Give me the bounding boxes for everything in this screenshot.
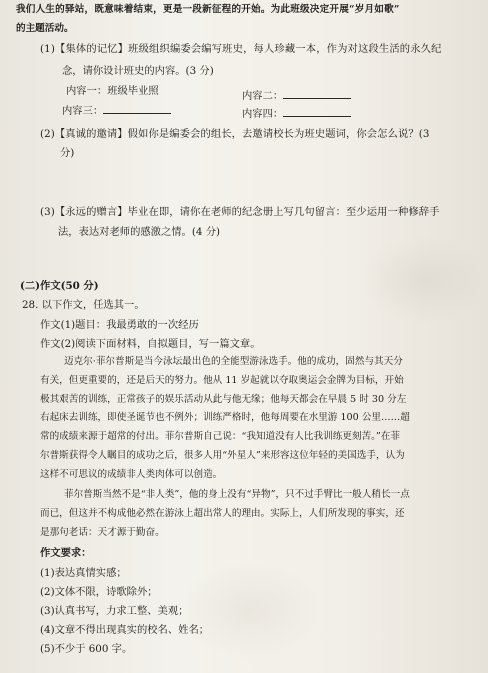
material-line: 极其艰苦的训练，正常孩子的娱乐活动从此与他无缘；他每天都会在早晨 5 时 30 分左 (40, 394, 407, 405)
material-line: 这样不可思议的成绩非人类肉体可以创造。 (40, 469, 223, 480)
material-line: 右起床去训练，即使圣诞节也不例外；训练严格时，他每周要在水里游 100 公里……超 (40, 412, 410, 423)
q2-line-2: 分) (60, 147, 75, 159)
content-one-label: 内容一： (66, 85, 108, 97)
content-row-3 (62, 103, 171, 118)
q1-line-2: 念，请你设计班史的内容。(3 分) (62, 65, 214, 77)
requirement-item: (5)不少于 600 字。 (40, 643, 133, 655)
content-two-label: 内容二： (242, 90, 284, 102)
essay-section-title: (二)作文(50 分) (20, 280, 99, 292)
material-line: 是那句老话：天才源于勤奋。 (40, 527, 165, 538)
material-line: 常的成绩来源于超常的付出。菲尔普斯自己说：“我知道没有人比我训练更刻苦。”在菲 (40, 431, 400, 442)
essay-option-2: 作文(2)阅读下面材料，自拟题目，写一篇文章。 (40, 338, 261, 350)
requirements-title: 作文要求： (40, 547, 92, 559)
requirement-item: (1)表达真情实感； (40, 567, 127, 579)
content-row-2 (242, 88, 351, 103)
content-three-blank[interactable] (103, 103, 171, 114)
q3-line-1: (3)【永远的赠言】毕业在即，请你在老师的纪念册上写几句留言：至少运用一种修辞手 (40, 206, 440, 218)
content-four-label: 内容四： (242, 108, 284, 120)
question-28: 28. 以下作文，任选其一。 (22, 299, 145, 311)
requirement-item: (3)认真书写，力求工整、美观； (40, 605, 189, 617)
material-line: 迈克尔·菲尔普斯是当今泳坛最出色的全能型游泳选手。他的成功，固然与其天分 (64, 356, 403, 367)
content-row-4 (242, 106, 351, 121)
intro-line-2: 的主题活动。 (16, 23, 74, 34)
q1-line-1: (1)【集体的记忆】班级组织编委会编写班史，每人珍藏一本，作为对这段生活的永久纪 (40, 43, 442, 55)
content-three-label: 内容三： (62, 105, 104, 117)
requirement-item: (4)文章不得出现真实的校名、姓名； (40, 624, 210, 636)
q2-line-1: (2)【真诚的邀请】假如你是编委会的组长，去邀请校长为班史题词，你会怎么说？(3 (40, 128, 430, 140)
q3-line-2: 法，表达对老师的感激之情。(4 分) (58, 226, 221, 238)
material-line: 有关，但更重要的，还是后天的努力。他从 11 岁起就以夺取奥运会金牌为目标，开始 (40, 375, 404, 386)
content-two-blank[interactable] (283, 88, 351, 99)
material-line: 尔普斯获得令人瞩目的成功之后，很多人用“外星人”来形容这位年轻的美国选手，认为 (40, 450, 405, 461)
material-line: 菲尔普斯当然不是“非人类”，他的身上没有“异物”，只不过手臂比一般人稍长一点 (64, 489, 410, 500)
intro-line-1: 我们人生的驿站，既意味着结束，更是一段新征程的开始。为此班级决定开展“岁月如歌” (16, 4, 400, 15)
content-four-blank[interactable] (283, 106, 351, 117)
content-one-value: 班级毕业照 (107, 85, 159, 97)
material-line: 而已，但这并不构成他必然在游泳上超出常人的理由。实际上，人们所发现的事实，还 (40, 508, 405, 519)
essay-option-1: 作文(1)题目：我最勇敢的一次经历 (40, 319, 199, 331)
content-row-1 (66, 84, 159, 98)
requirement-item: (2)文体不限，诗歌除外； (40, 586, 158, 598)
